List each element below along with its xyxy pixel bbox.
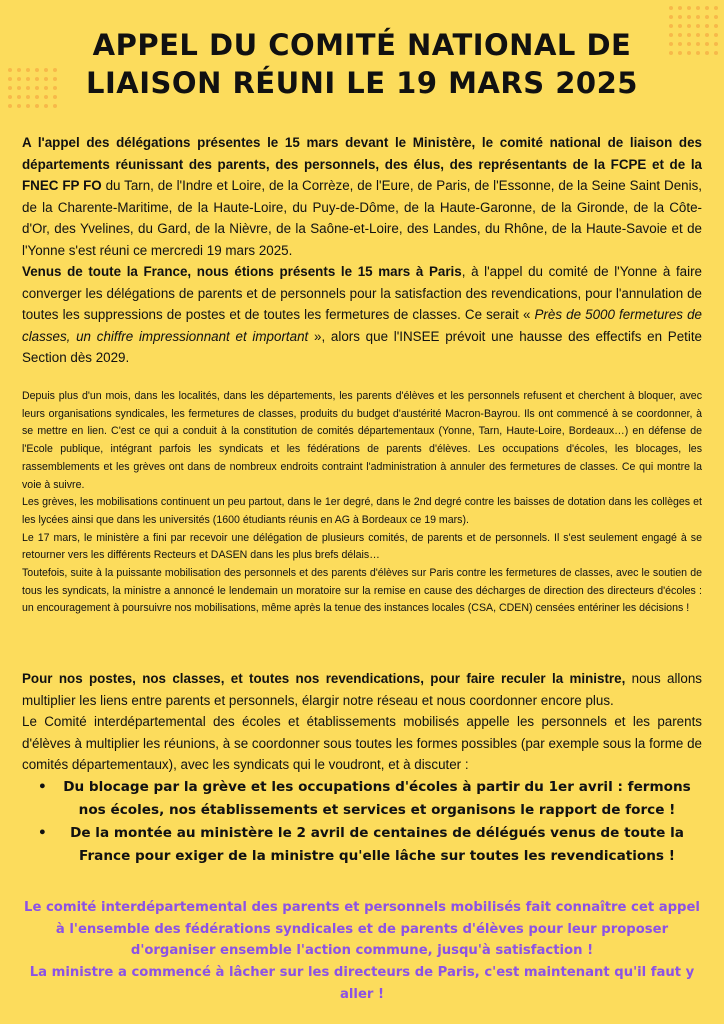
dot [8, 104, 12, 108]
dot [53, 104, 57, 108]
details-paragraph-3: Le 17 mars, le ministère a fini par recevoir une délégation de plusieurs comités, de parents et de personnels. Il s'est seulement engagé à se retourner vers les différents Recteurs et DASEN dans les plus brefs délais… [22, 531, 702, 562]
dot [705, 6, 709, 10]
demands-list [22, 776, 702, 868]
dot [696, 15, 700, 19]
details-paragraph-4: Toutefois, suite à la puissante mobilisation des personnels et des parents d'élèves sur Paris contre les fermetures de classes, avec le soutien de tous les syndicats, la ministre a annoncé le lendemain un moratoire sur la remise en cause des décharges de direction des directeurs d'écoles : un encouragement à poursuivre nos mobilisations, même après la tenue des instances locales (CSA, CDEN) censées entériner les décisions ! [22, 567, 702, 615]
dot [44, 104, 48, 108]
intro-bold-lead: A l'appel des délégations présentes le 15 mars devant le Ministère, le comité national de liaison des départements réunissant des parents, des personnels, des élus, des représentants de la FCPE et de la FNEC FP FO [22, 135, 702, 193]
dot [696, 6, 700, 10]
closing-paragraph-2: La ministre a commencé à lâcher sur les directeurs de Paris, c'est maintenant qu'il faut y aller ! [29, 965, 695, 1002]
venus-text: , à l'appel du comité de l'Yonne à faire converger les délégations de parents et de personnels pour la satisfaction des revendications, pour l'annulation de toutes les suppressions de postes et de toutes les fermetures de classes. Ce serait « [22, 264, 702, 322]
call-paragraph-2: Le Comité interdépartemental des écoles et établissements mobilisés appelle les personnels et les parents d'élèves à multiplier les réunions, à se coordonner sous toutes les formes possibles (par exemple sous la forme de comités départementaux), avec les syndicats qui le voudront, et à discuter : [22, 714, 702, 772]
closing-section [22, 897, 702, 1006]
demand-text-2: De la montée au ministère le 2 avril de centaines de délégués venus de toute la France pour exiger de la ministre qu'elle lâche sur toutes les revendications ! [70, 824, 684, 864]
venus-quote: Près de 5000 fermetures de classes, un chiffre impressionnant et important [22, 307, 702, 344]
intro-text: du Tarn, de l'Indre et Loire, de la Corrèze, de l'Eure, de Paris, de l'Essonne, de la Seine Saint Denis, de la Charente-Maritime, de la Haute-Loire, du Puy-de-Dôme, de la Haute-Garonne, de la Gironde, de la Côte-d'Or, des Yvelines, du Gard, de la Nièvre, de la Saône-et-Loire, des Landes, du Rhône, de la Haute-Savoie et de l'Yonne s'est réuni ce mercredi 19 mars 2025. [22, 178, 702, 258]
venus-text-end: », alors que l'INSEE prévoit une hausse des effectifs en Petite Section dès 2029. [22, 328, 703, 365]
intro-section [22, 132, 702, 369]
list-item [22, 822, 702, 868]
dot [705, 15, 709, 19]
dot [669, 15, 673, 19]
dot [687, 15, 691, 19]
dot [669, 6, 673, 10]
dot [678, 15, 682, 19]
list-item [22, 776, 702, 822]
details-paragraph-1: Depuis plus d'un mois, dans les localités, dans les départements, les parents d'élèves et les personnels refusent et cherchent à bloquer, avec leurs organisations syndicales, les fermetures de classes, produits du budget d'austérité Macron-Bayrou. Ils ont commencé à se coordonner, à se mettre en lien. C'est ce qui a conduit à la constitution de comités départementaux (Yonne, Tarn, Haute-Loire, Bordeaux…) en défense de l'Ecole publique, intégrant parfois les syndicats et les fédérations de parents d'élèves. Les occupations d'écoles, les blocages, les rassemblements et les grèves ont dans de nombreux endroits contraint l'administration à annuler des fermetures de classes. Ce qui montre la voie à suivre. [22, 390, 702, 491]
closing-paragraph-1: Le comité interdépartemental des parents et personnels mobilisés fait connaître cet appel à l'ensemble des fédérations syndicales et de parents d'élèves pour leur proposer d'organiser ensemble l'action commune, jusqu'à satisfaction ! [24, 900, 700, 959]
venus-bold-lead: Venus de toute la France, nous étions présents le 15 mars à Paris [22, 264, 462, 279]
call-text: nous allons multiplier les liens entre parents et personnels, élargir notre réseau et nous coordonner encore plus. [22, 671, 702, 708]
dot [26, 104, 30, 108]
details-paragraph-2: Les grèves, les mobilisations continuent un peu partout, dans le 1er degré, dans le 2nd degré contre les baisses de dotation dans les collèges et les lycées ainsi que dans les universités (1600 étudiants réunis en AG à Bordeaux ce 19 mars). [22, 496, 702, 526]
dot [714, 6, 718, 10]
call-section [22, 668, 702, 868]
title-line-1: APPEL DU COMITÉ NATIONAL DE [92, 28, 632, 62]
intro-paragraph [22, 132, 702, 261]
title-line-2: LIAISON RÉUNI LE 19 MARS 2025 [86, 66, 638, 100]
dot [714, 15, 718, 19]
call-bold-lead: Pour nos postes, nos classes, et toutes nos revendications, pour faire reculer la ministre, [22, 671, 626, 686]
dot [35, 104, 39, 108]
venus-paragraph [22, 261, 702, 369]
demand-text-1: Du blocage par la grève et les occupations d'écoles à partir du 1er avril : fermons nos écoles, nos établissements et services et organisons le rapport de force ! [63, 778, 691, 818]
bullet-icon: • [38, 824, 47, 841]
dot [678, 6, 682, 10]
dot [687, 6, 691, 10]
page-title [0, 26, 724, 102]
call-paragraph-1 [22, 668, 702, 711]
dot [17, 104, 21, 108]
bullet-icon: • [38, 778, 47, 795]
details-section [22, 388, 702, 618]
